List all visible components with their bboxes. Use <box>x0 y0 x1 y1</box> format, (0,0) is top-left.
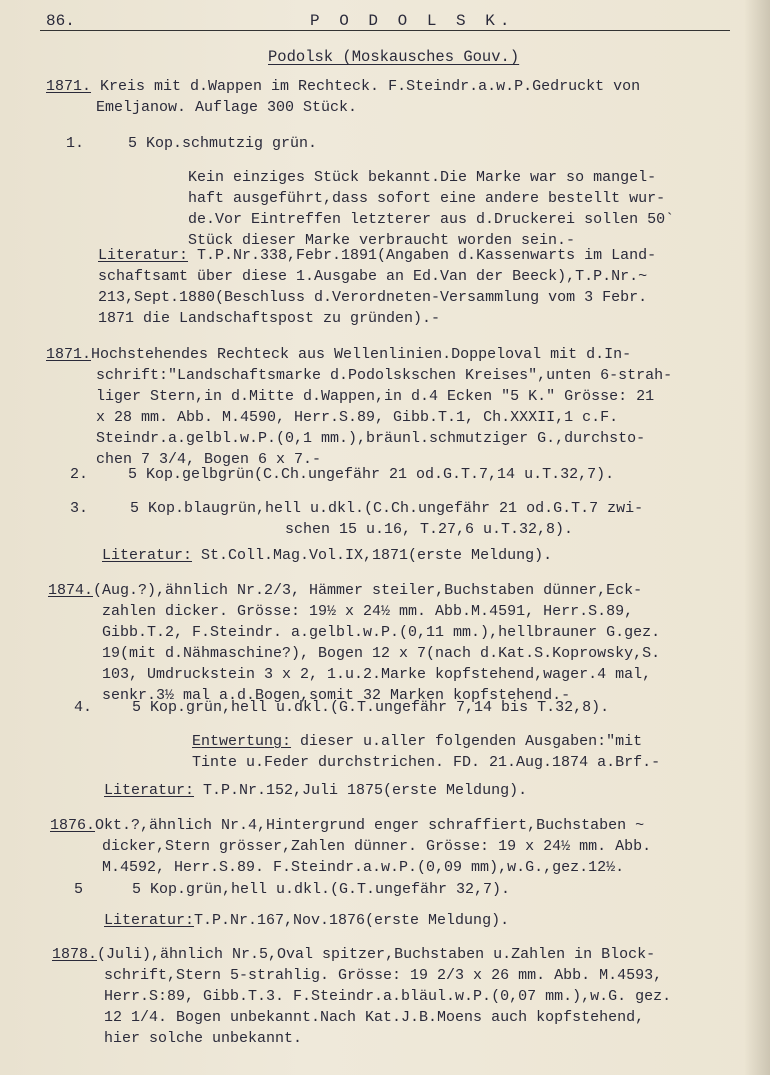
issue-line: 103, Umdruckstein 3 x 2, 1.u.2.Marke kopfstehend,wager.4 mal, <box>102 666 652 683</box>
literature-3 <box>104 780 527 802</box>
literature-2 <box>102 545 552 567</box>
note-line: haft ausgeführt,dass sofort eine andere bestellt wur- <box>188 190 666 207</box>
issue-line: Herr.S:89, Gibb.T.3. F.Steindr.a.bläul.w.P.(0,07 mm.),w.G. gez. <box>104 988 672 1005</box>
issue-1871-second <box>46 344 631 366</box>
literature-line: 213,Sept.1880(Beschluss d.Verordneten-Versammlung vom 3 Febr. <box>98 289 648 306</box>
literature-line: schaftsamt über diese 1.Ausgabe an Ed.Van der Beeck),T.P.Nr.~ <box>98 268 648 285</box>
literature-text: T.P.Nr.152,Juli 1875(erste Meldung). <box>194 782 528 799</box>
cancellation-label: Entwertung: <box>192 733 292 750</box>
running-title: P O D O L S K. <box>310 12 515 30</box>
issue-line: chen 7 3/4, Bogen 6 x 7.- <box>96 451 322 468</box>
note-line: Stück dieser Marke verbraucht worden sein.- <box>188 232 576 249</box>
issue-line: hier solche unbekannt. <box>104 1030 303 1047</box>
issue-1878 <box>52 944 655 966</box>
issue-line: Steindr.a.gelbl.w.P.(0,1 mm.),bräunl.schmutziger G.,durchsto- <box>96 430 646 447</box>
issue-line: (Juli),ähnlich Nr.5,Oval spitzer,Buchstaben u.Zahlen in Block- <box>97 946 656 963</box>
page-header <box>40 12 730 32</box>
literature-text: St.Coll.Mag.Vol.IX,1871(erste Meldung). <box>192 547 553 564</box>
literature-label: Literatur: <box>104 782 195 799</box>
issue-line: Kreis mit d.Wappen im Rechteck. F.Steindr.a.w.P.Gedruckt von <box>91 78 641 95</box>
issue-line: Gibb.T.2, F.Steindr. a.gelbl.w.P.(0,11 mm.),hellbrauner G.gez. <box>102 624 661 641</box>
issue-line: (Aug.?),ähnlich Nr.2/3, Hämmer steiler,Buchstaben dünner,Eck- <box>93 582 643 599</box>
issue-year: 1871. <box>46 78 92 95</box>
issue-line: M.4592, Herr.S.89. F.Steindr.a.w.P.(0,09 mm),w.G.,gez.12½. <box>102 859 625 876</box>
stamp-description: 5 Kop.blaugrün,hell u.dkl.(C.Ch.ungefähr 21 od.G.T.7 zwi- <box>130 500 644 517</box>
issue-line: dicker,Stern grösser,Zahlen dünner. Grösse: 19 x 24½ mm. Abb. <box>102 838 652 855</box>
literature-text: T.P.Nr.338,Febr.1891(Angaben d.Kassenwarts im Land- <box>188 247 657 264</box>
issue-line: schrift:"Landschaftsmarke d.Podolskschen Kreises",unten 6-strah- <box>96 367 673 384</box>
issue-line: senkr.3½ mal a.d.Bogen,somit 32 Marken kopfstehend.- <box>102 687 571 704</box>
stamp-number: 2. <box>70 466 89 483</box>
cancellation-text: dieser u.aller folgenden Ausgaben:"mit <box>291 733 643 750</box>
issue-1874 <box>48 580 642 602</box>
stamp-description: 5 Kop.gelbgrün(C.Ch.ungefähr 21 od.G.T.7,14 u.T.32,7). <box>128 466 615 483</box>
stamp-description: 5 Kop.grün,hell u.dkl.(G.T.ungefähr 32,7). <box>132 881 511 898</box>
issue-line: 19(mit d.Nähmaschine?), Bogen 12 x 7(nach d.Kat.S.Koprowsky,S. <box>102 645 661 662</box>
page-edge-shadow <box>744 0 770 1075</box>
issue-1876 <box>50 815 644 837</box>
literature-label: Literatur: <box>98 247 189 264</box>
page-heading: Podolsk (Moskausches Gouv.) <box>268 48 520 66</box>
stamp-description: 5 Kop.schmutzig grün. <box>128 135 318 152</box>
literature-label: Literatur: <box>104 912 195 929</box>
issue-line: x 28 mm. Abb. M.4590, Herr.S.89, Gibb.T.1, Ch.XXXII,1 c.F. <box>96 409 619 426</box>
note-line: Kein einziges Stück bekannt.Die Marke war so mangel- <box>188 169 657 186</box>
issue-line: zahlen dicker. Grösse: 19½ x 24½ mm. Abb.M.4591, Herr.S.89, <box>102 603 634 620</box>
literature-label: Literatur: <box>102 547 193 564</box>
literature-4 <box>104 910 509 932</box>
issue-line: liger Stern,in d.Mitte d.Wappen,in d.4 Ecken "5 K." Grösse: 21 <box>96 388 655 405</box>
note-line: de.Vor Eintreffen letzterer aus d.Druckerei sollen 50` <box>188 211 675 228</box>
cancellation-line: Tinte u.Feder durchstrichen. FD. 21.Aug.1874 a.Brf.- <box>192 754 661 771</box>
header-rule <box>40 30 730 31</box>
stamp-number: 1. <box>66 135 85 152</box>
literature-1 <box>98 245 656 267</box>
issue-year: 1878. <box>52 946 98 963</box>
issue-year: 1871. <box>46 346 92 363</box>
cancellation <box>192 731 642 753</box>
stamp-number: 5 <box>74 881 84 898</box>
issue-1871-first <box>46 76 640 98</box>
issue-line: Emeljanow. Auflage 300 Stück. <box>96 99 358 116</box>
issue-year: 1874. <box>48 582 94 599</box>
stamp-description: 5 Kop.grün,hell u.dkl.(G.T.ungefähr 7,14 bis T.32,8). <box>132 699 610 716</box>
stamp-description-cont: schen 15 u.16, T.27,6 u.T.32,8). <box>285 521 574 538</box>
issue-line: Hochstehendes Rechteck aus Wellenlinien.Doppeloval mit d.In- <box>91 346 632 363</box>
literature-line: 1871 die Landschaftspost zu gründen).- <box>98 310 441 327</box>
issue-line: schrift,Stern 5-strahlig. Grösse: 19 2/3 x 26 mm. Abb. M.4593, <box>104 967 663 984</box>
literature-text: T.P.Nr.167,Nov.1876(erste Meldung). <box>194 912 510 929</box>
stamp-number: 4. <box>74 699 93 716</box>
page-number: 86. <box>46 12 75 30</box>
stamp-number: 3. <box>70 500 89 517</box>
issue-year: 1876. <box>50 817 96 834</box>
issue-line: 12 1/4. Bogen unbekannt.Nach Kat.J.B.Moens auch kopfstehend, <box>104 1009 645 1026</box>
issue-line: Okt.?,ähnlich Nr.4,Hintergrund enger schraffiert,Buchstaben ~ <box>95 817 645 834</box>
